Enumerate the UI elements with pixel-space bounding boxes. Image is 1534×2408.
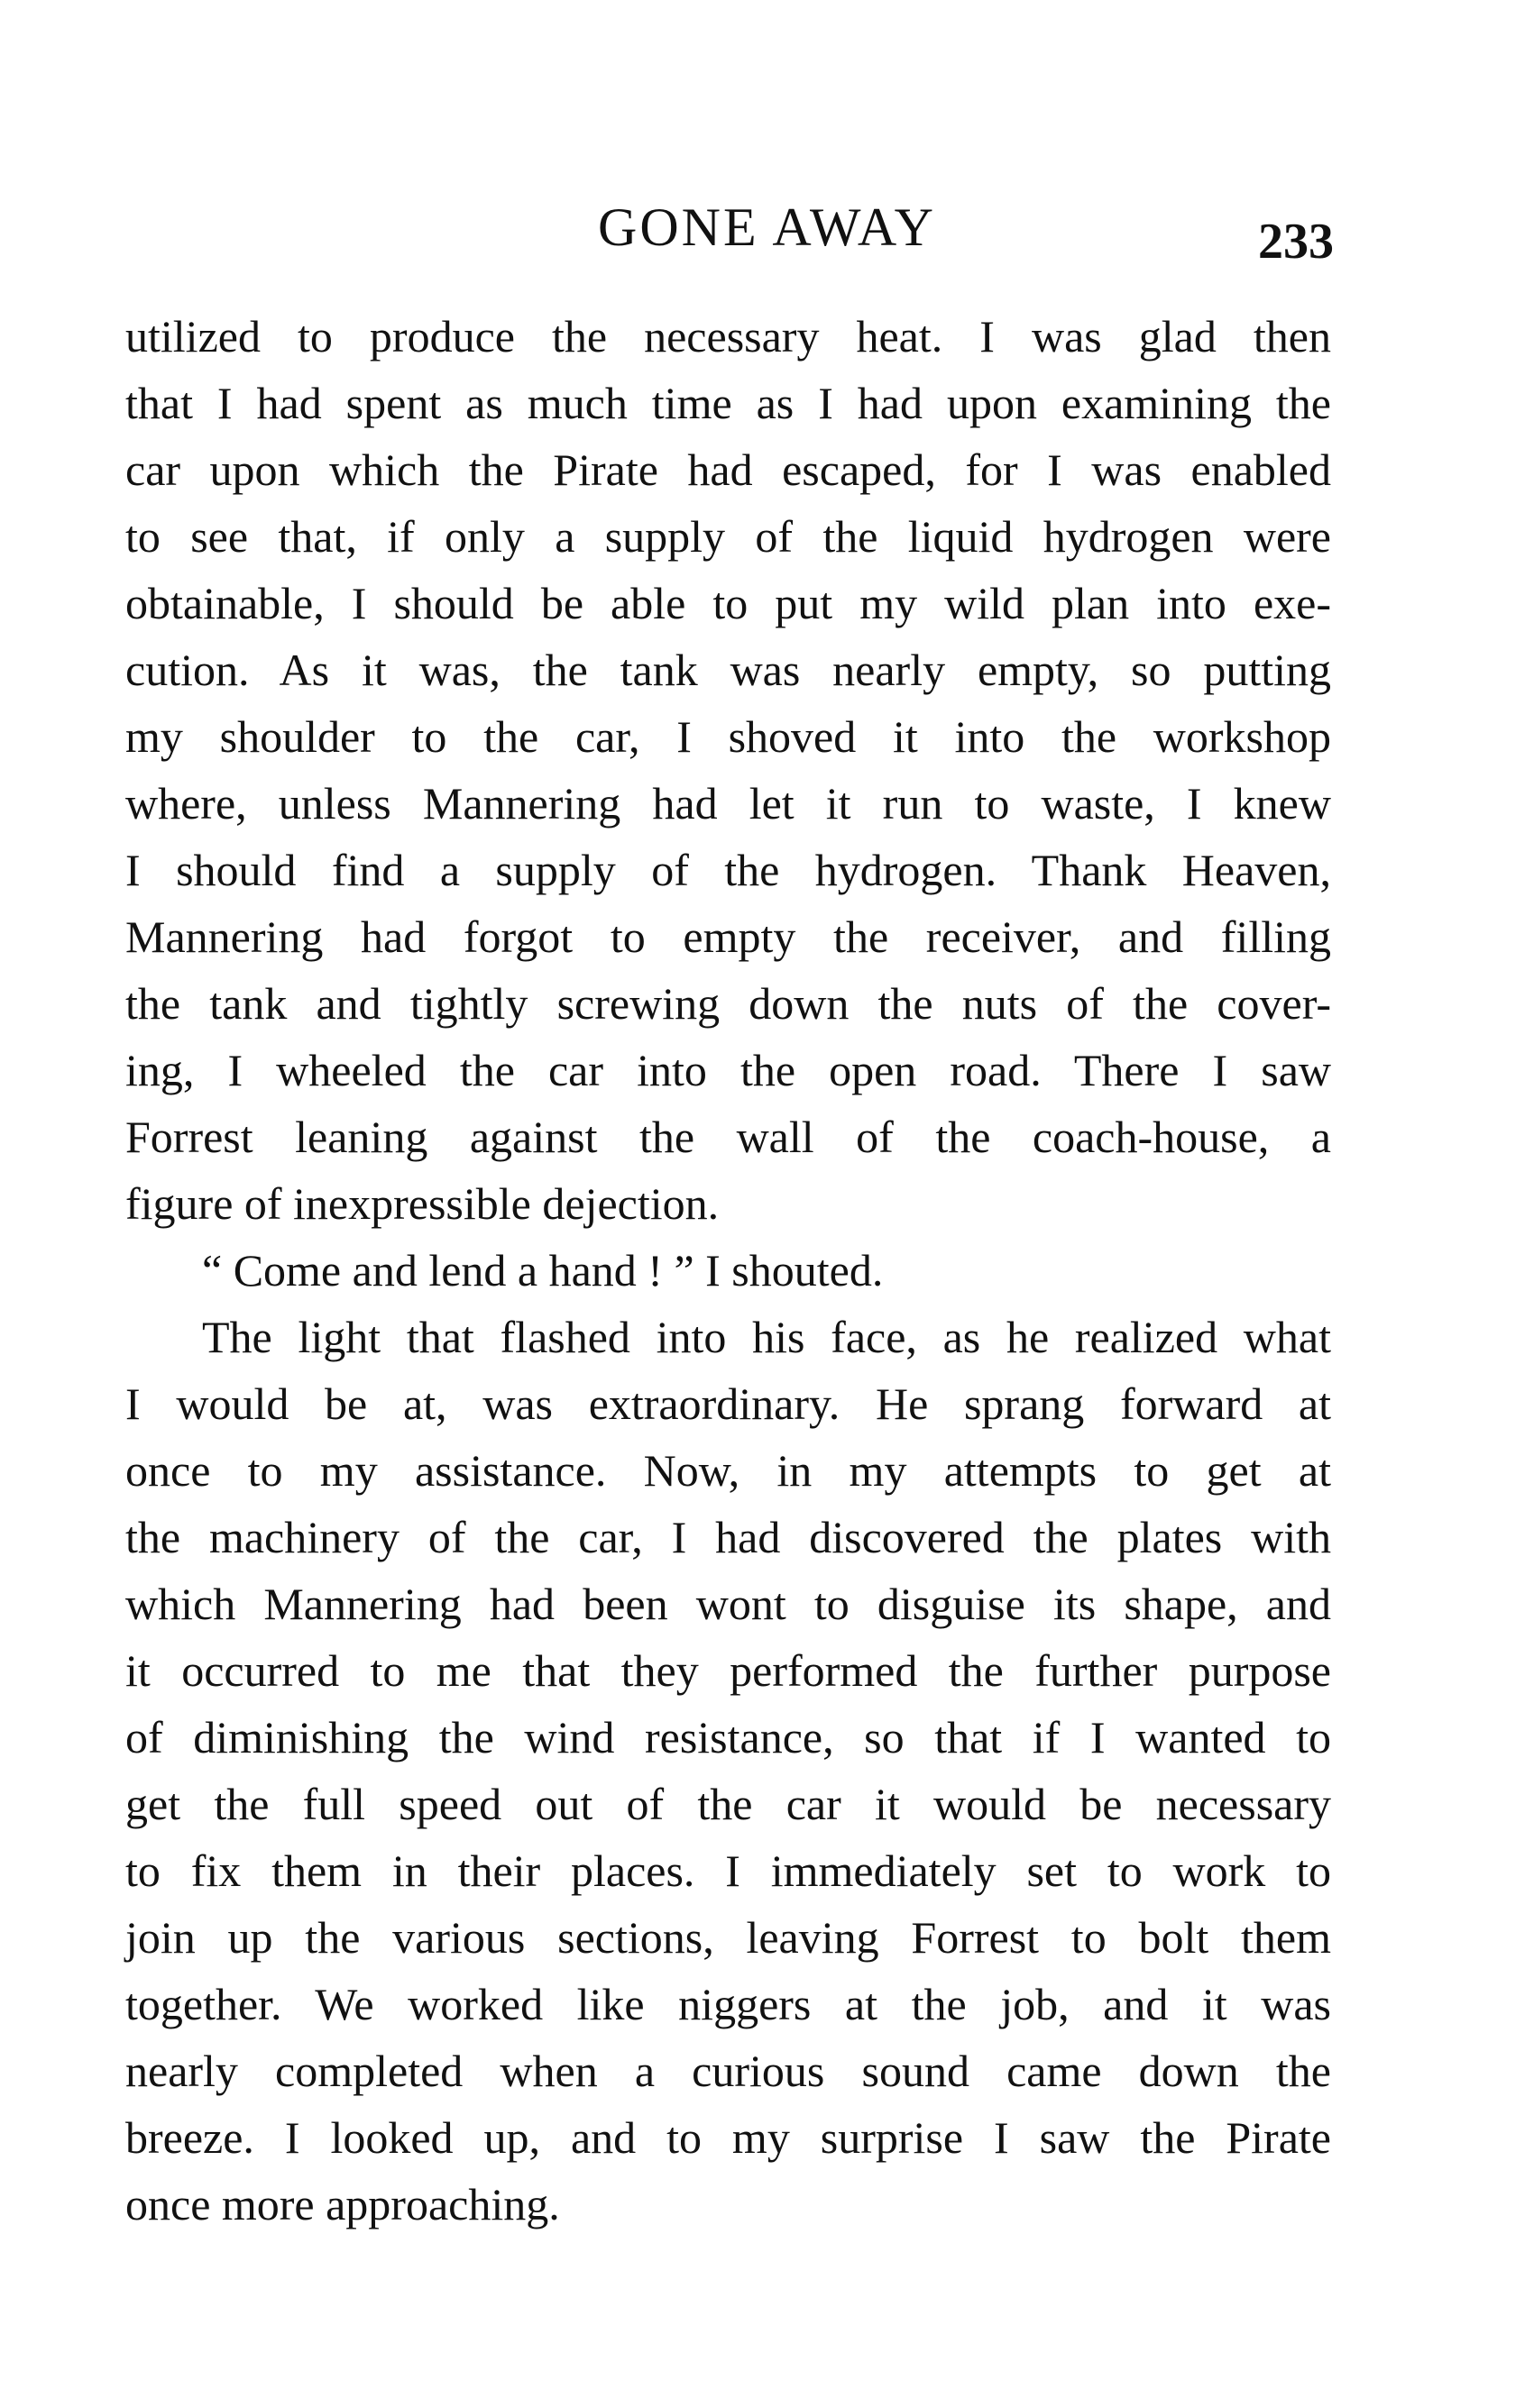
text-line: “ Come and lend a hand ! ” I shouted. — [202, 1245, 884, 1296]
text-line: to see that, if only a supply of the liquid hydrogen were — [125, 511, 1331, 562]
text-line: where, unless Mannering had let it run to waste, I knew — [125, 778, 1331, 829]
text-line: I should find a supply of the hydrogen. Thank Heaven, — [125, 845, 1331, 895]
text-line: to fix them in their places. I immediately set to work to — [125, 1845, 1331, 1896]
text-line: it occurred to me that they performed the further purpose — [125, 1645, 1331, 1696]
text-line: nearly completed when a curious sound came down the — [125, 2046, 1331, 2096]
text-line: obtainable, I should be able to put my wild plan into exe- — [125, 578, 1331, 628]
body-text — [125, 303, 1331, 2238]
text-line: together. We worked like niggers at the job, and it was — [125, 1979, 1331, 2029]
text-line: breeze. I looked up, and to my surprise I saw the Pirate — [125, 2112, 1331, 2163]
text-line: that I had spent as much time as I had upon examining the — [125, 378, 1331, 428]
text-line: my shoulder to the car, I shoved it into the workshop — [125, 711, 1331, 762]
text-line: car upon which the Pirate had escaped, for I was enabled — [125, 444, 1331, 495]
text-line: I would be at, was extraordinary. He sprang forward at — [125, 1378, 1331, 1429]
text-line: of diminishing the wind resistance, so that if I wanted to — [125, 1712, 1331, 1763]
text-line: utilized to produce the necessary heat. I was glad then — [125, 311, 1331, 362]
text-line: get the full speed out of the car it would be necessary — [125, 1779, 1331, 1829]
page-number: 233 — [1258, 214, 1334, 270]
text-line: cution. As it was, the tank was nearly empty, so putting — [125, 645, 1331, 695]
text-line: once to my assistance. Now, in my attempts to get at — [125, 1445, 1331, 1496]
text-line: the tank and tightly screwing down the nuts of the cover- — [125, 978, 1331, 1029]
text-line: the machinery of the car, I had discovered the plates with — [125, 1512, 1331, 1562]
text-line: Forrest leaning against the wall of the coach-house, a — [125, 1112, 1331, 1162]
text-line: figure of inexpressible dejection. — [125, 1178, 720, 1229]
text-line: once more approaching. — [125, 2179, 560, 2229]
text-line: which Mannering had been wont to disguise its shape, and — [125, 1579, 1331, 1629]
text-line: ing, I wheeled the car into the open road. There I saw — [125, 1045, 1331, 1095]
running-title: GONE AWAY — [598, 197, 936, 257]
text-line: join up the various sections, leaving Forrest to bolt them — [125, 1912, 1331, 1963]
text-line: Mannering had forgot to empty the receiver, and filling — [125, 911, 1331, 962]
text-line: The light that flashed into his face, as he realized what — [202, 1312, 1331, 1362]
